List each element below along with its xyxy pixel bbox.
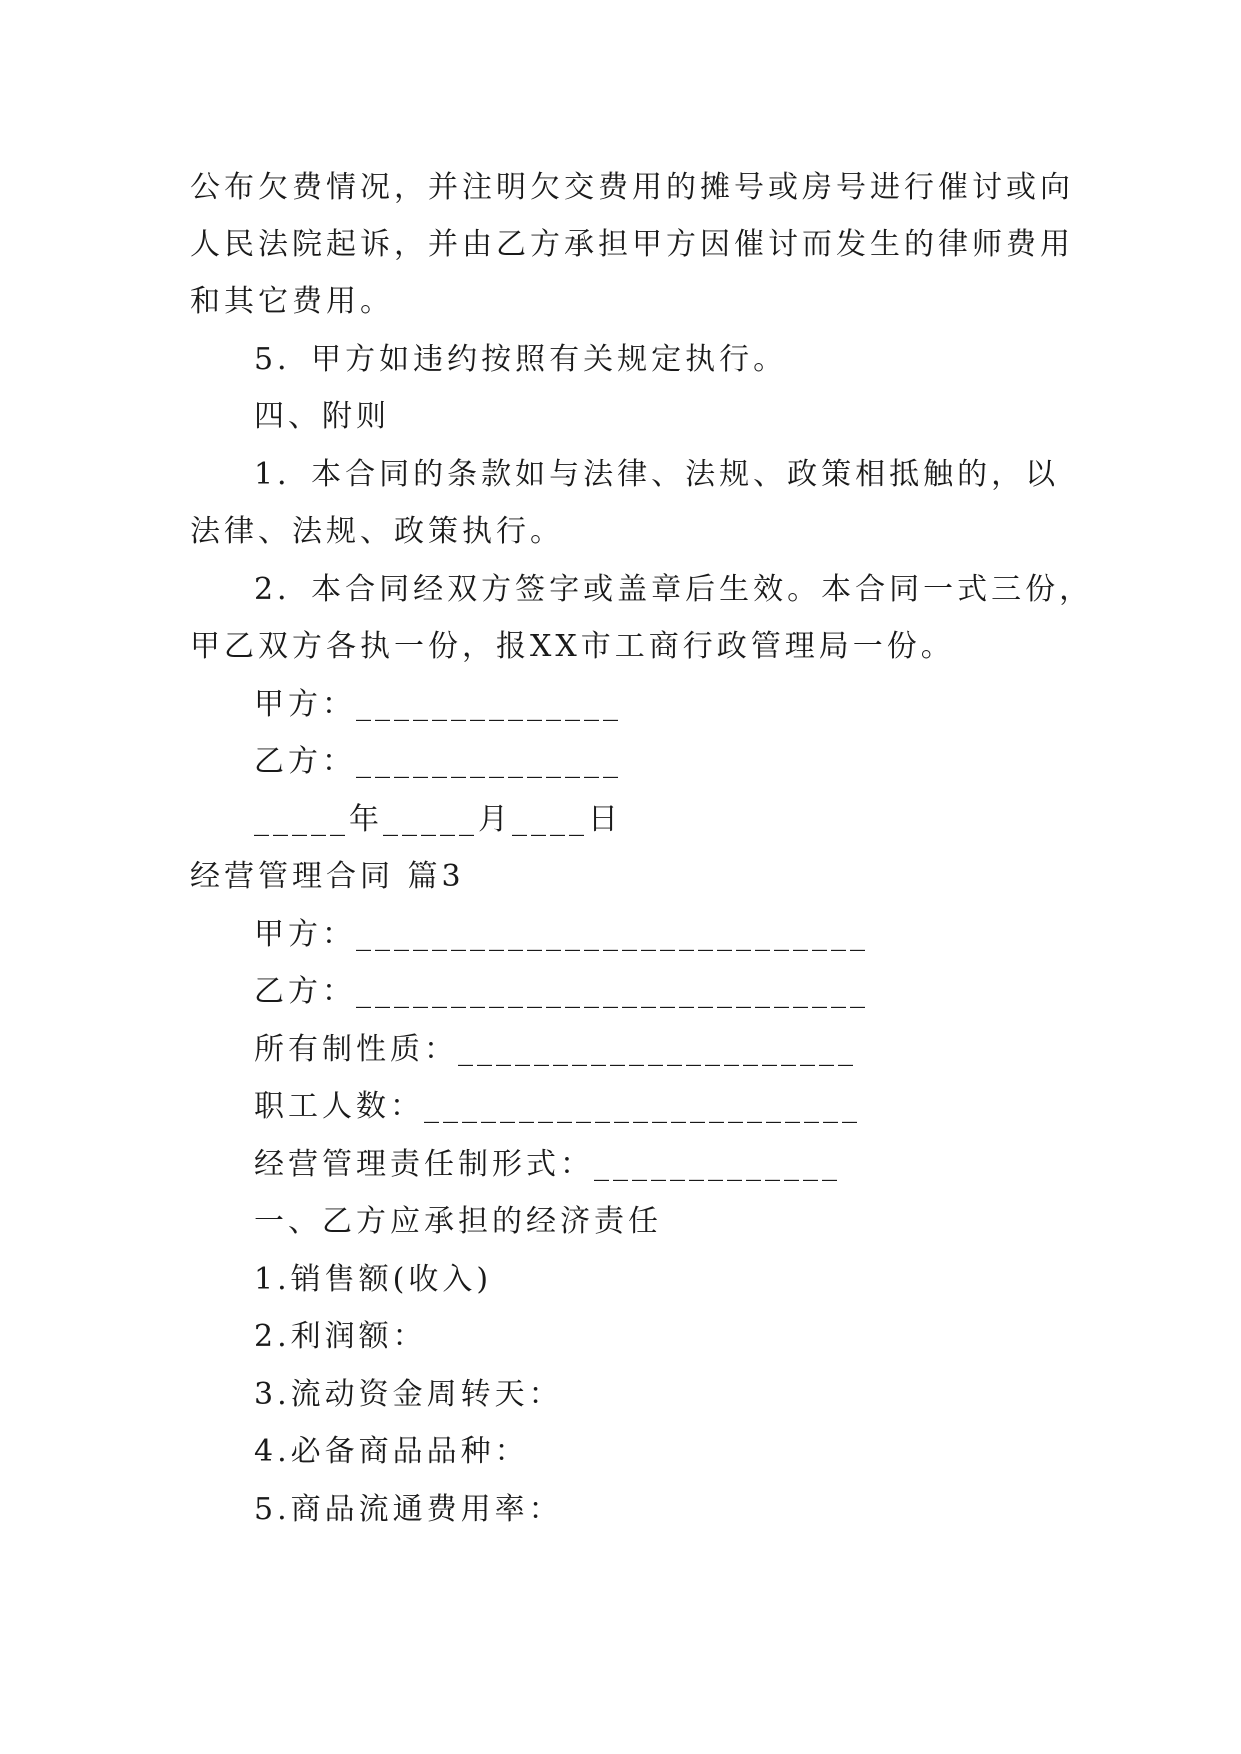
paragraph-line: 人民法院起诉，并由乙方承担甲方因催讨而发生的律师费用: [190, 227, 1074, 262]
list-item: 4.必备商品品种：: [254, 1434, 529, 1469]
clause-line: 2．本合同经双方签字或盖章后生效。本合同一式三份，: [254, 572, 1094, 607]
party-b-field: 乙方：___________________________: [254, 974, 869, 1009]
section-heading: 一、乙方应承担的经济责任: [254, 1204, 662, 1239]
ownership-field: 所有制性质：_____________________: [254, 1032, 857, 1067]
list-item: 5.商品流通费用率：: [254, 1492, 563, 1527]
list-item: 3.流动资金周转天：: [254, 1377, 563, 1412]
date-line: _____年_____月____日: [254, 802, 622, 837]
party-a-field: 甲方：___________________________: [254, 917, 869, 952]
section-heading: 四、附则: [254, 399, 390, 434]
party-a-signature-line: 甲方：______________: [254, 687, 622, 722]
list-item: 1.销售额(收入): [254, 1262, 493, 1297]
responsibility-form-field: 经营管理责任制形式：_____________: [254, 1147, 841, 1182]
clause-line: 1．本合同的条款如与法律、法规、政策相抵触的，以: [254, 457, 1060, 492]
list-item: 2.利润额：: [254, 1319, 427, 1354]
paragraph-line: 公布欠费情况，并注明欠交费用的摊号或房号进行催讨或向: [190, 170, 1074, 205]
contract-title: 经营管理合同 篇3: [190, 859, 465, 894]
party-b-signature-line: 乙方：______________: [254, 744, 622, 779]
clause-line: 5．甲方如违约按照有关规定执行。: [254, 342, 788, 377]
paragraph-line: 法律、法规、政策执行。: [190, 514, 564, 549]
paragraph-line: 甲乙双方各执一份，报XX市工商行政管理局一份。: [190, 629, 955, 664]
employee-count-field: 职工人数：_______________________: [254, 1089, 861, 1124]
paragraph-line: 和其它费用。: [190, 284, 394, 319]
